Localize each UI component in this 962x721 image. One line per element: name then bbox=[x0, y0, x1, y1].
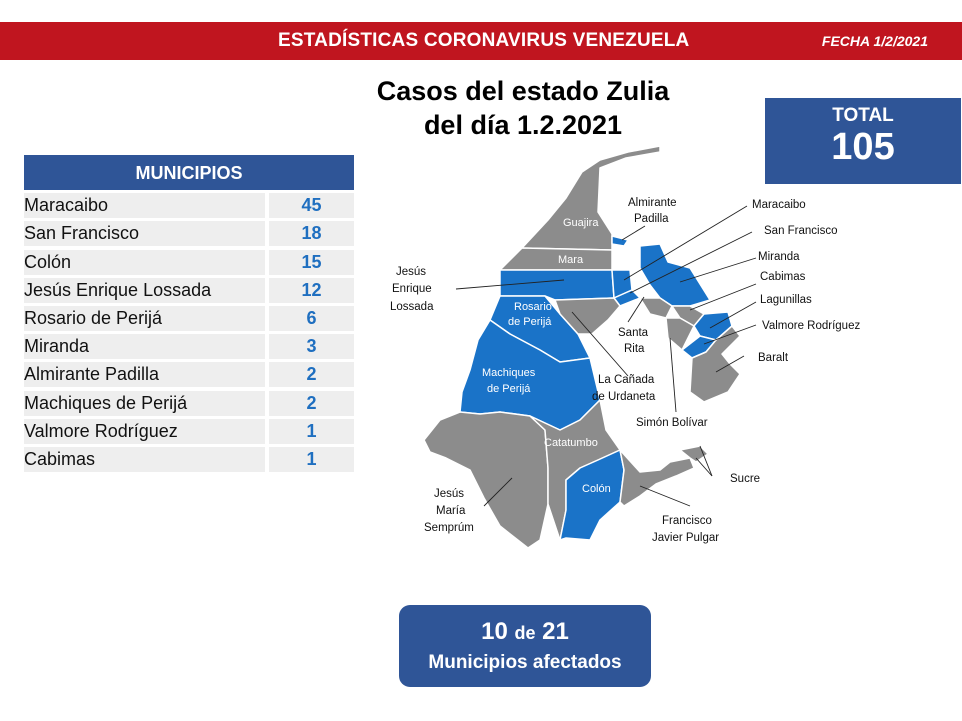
row-name: Cabimas bbox=[24, 447, 265, 472]
callout-jesus-maria-1: Jesús bbox=[434, 488, 465, 500]
label-colon: Colón bbox=[582, 483, 611, 495]
callout-almirante-padilla-1: Almirante bbox=[628, 197, 677, 209]
affected-label: Municipios afectados bbox=[428, 652, 622, 673]
callout-cabimas: Cabimas bbox=[760, 271, 806, 283]
row-name: Almirante Padilla bbox=[24, 362, 265, 387]
row-value: 45 bbox=[269, 193, 354, 218]
table-row bbox=[24, 306, 354, 331]
affected-de: de bbox=[514, 623, 536, 643]
label-machiques-1: Machiques bbox=[482, 367, 536, 379]
callout-santa-rita-2: Rita bbox=[624, 343, 645, 355]
total-label: TOTAL bbox=[832, 105, 894, 126]
table-row bbox=[24, 419, 354, 444]
total-value: 105 bbox=[831, 126, 895, 168]
row-name: Valmore Rodríguez bbox=[24, 419, 265, 444]
row-value: 2 bbox=[269, 362, 354, 387]
row-name: Colón bbox=[24, 250, 265, 275]
row-name: Miranda bbox=[24, 334, 265, 359]
callout-jesus-enrique-1: Jesús bbox=[396, 266, 427, 278]
callout-jesus-maria-2: María bbox=[436, 505, 466, 517]
table-row bbox=[24, 391, 354, 416]
row-value: 3 bbox=[269, 334, 354, 359]
affected-summary-box bbox=[399, 605, 651, 687]
row-value: 1 bbox=[269, 419, 354, 444]
table-row bbox=[24, 278, 354, 303]
region-francisco-javier-pulgar bbox=[620, 450, 694, 506]
table-row bbox=[24, 221, 354, 246]
callout-valmore-rodriguez: Valmore Rodríguez bbox=[762, 320, 861, 332]
row-name: Machiques de Perijá bbox=[24, 391, 265, 416]
row-name: Maracaibo bbox=[24, 193, 265, 218]
callout-santa-rita-1: Santa bbox=[618, 327, 649, 339]
header-title: ESTADÍSTICAS CORONAVIRUS VENEZUELA bbox=[278, 30, 690, 51]
label-catatumbo: Catatumbo bbox=[544, 437, 598, 449]
label-rosario-1: Rosario bbox=[514, 301, 552, 313]
row-value: 1 bbox=[269, 447, 354, 472]
header-date: FECHA 1/2/2021 bbox=[821, 33, 928, 49]
page-heading bbox=[356, 74, 690, 142]
row-value: 15 bbox=[269, 250, 354, 275]
row-value: 12 bbox=[269, 278, 354, 303]
label-mara: Mara bbox=[558, 254, 584, 266]
label-machiques-2: de Perijá bbox=[487, 383, 531, 395]
row-name: Rosario de Perijá bbox=[24, 306, 265, 331]
affected-count-line bbox=[399, 618, 651, 646]
table-row bbox=[24, 447, 354, 472]
row-value: 2 bbox=[269, 391, 354, 416]
callout-jesus-maria-3: Semprúm bbox=[424, 522, 474, 534]
region-miranda bbox=[640, 244, 710, 306]
row-name: Jesús Enrique Lossada bbox=[24, 278, 265, 303]
callout-francisco-1: Francisco bbox=[662, 515, 712, 527]
row-name: San Francisco bbox=[24, 221, 265, 246]
table-row bbox=[24, 334, 354, 359]
callout-francisco-2: Javier Pulgar bbox=[652, 532, 720, 544]
callout-la-canada-1: La Cañada bbox=[598, 374, 655, 386]
label-rosario-2: de Perijá bbox=[508, 316, 552, 328]
heading-line-2: del día 1.2.2021 bbox=[423, 110, 623, 140]
row-value: 6 bbox=[269, 306, 354, 331]
callout-lagunillas: Lagunillas bbox=[760, 294, 812, 306]
callout-jesus-enrique-2: Enrique bbox=[392, 283, 432, 295]
row-value: 18 bbox=[269, 221, 354, 246]
callout-simon-bolivar: Simón Bolívar bbox=[636, 417, 708, 429]
callout-jesus-enrique-3: Lossada bbox=[390, 301, 434, 313]
table-row bbox=[24, 362, 354, 387]
municipios-table bbox=[24, 155, 354, 472]
affected-total: 21 bbox=[542, 618, 569, 645]
table-header: MUNICIPIOS bbox=[24, 155, 354, 190]
table-row bbox=[24, 193, 354, 218]
heading-line-1: Casos del estado Zulia bbox=[376, 76, 670, 106]
callout-baralt: Baralt bbox=[758, 352, 789, 364]
region-mara bbox=[500, 248, 612, 270]
callout-san-francisco: San Francisco bbox=[764, 225, 838, 237]
callout-almirante-padilla-2: Padilla bbox=[634, 213, 669, 225]
affected-count: 10 bbox=[481, 618, 508, 645]
callout-maracaibo: Maracaibo bbox=[752, 199, 806, 211]
table-row bbox=[24, 250, 354, 275]
label-guajira: Guajira bbox=[563, 217, 599, 229]
callout-miranda: Miranda bbox=[758, 251, 800, 263]
total-box bbox=[765, 98, 961, 184]
callout-la-canada-2: de Urdaneta bbox=[592, 391, 656, 403]
callout-sucre: Sucre bbox=[730, 473, 761, 485]
